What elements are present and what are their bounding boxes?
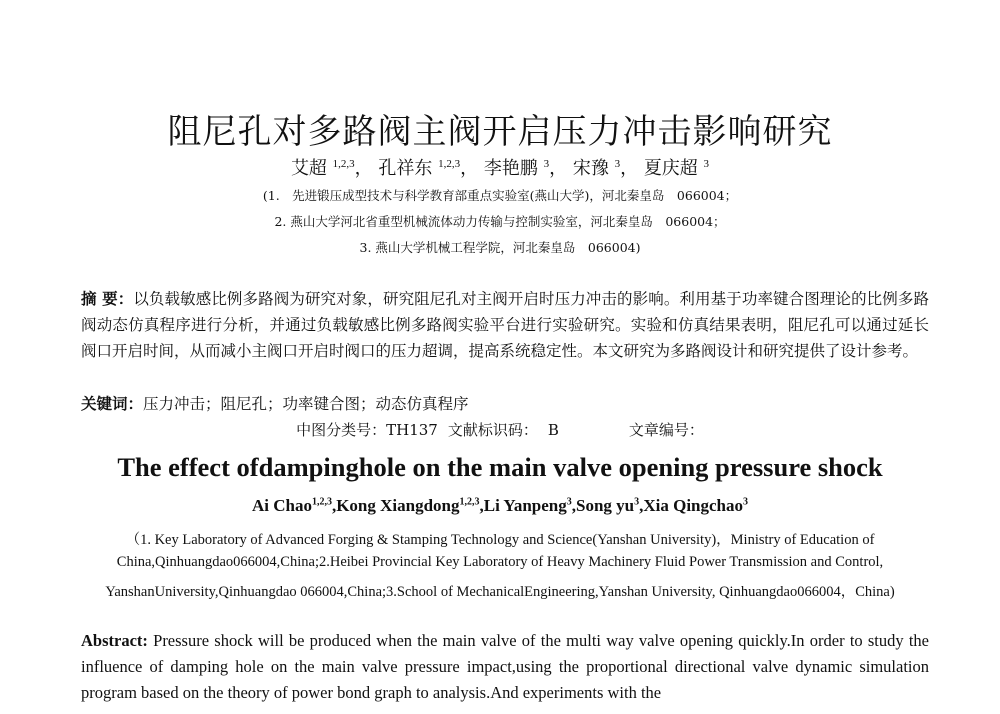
author-name: Song yu — [575, 496, 635, 515]
author-separator: , — [331, 496, 337, 515]
chinese-keywords-label: 关键词： — [81, 395, 144, 413]
document-code-value: B — [547, 421, 559, 439]
author-name: 李艳鹏 — [483, 158, 538, 179]
chinese-keywords — [81, 392, 469, 414]
chinese-keywords-text: 压力冲击；阻尼孔；功率键合图；动态仿真程序 — [143, 395, 469, 413]
author-separator: ， — [460, 158, 479, 179]
english-affiliation-line: YanshanUniversity,Qinhuangdao 066004,China;3.School of MechanicalEngineering,Yanshan University, Qinhuangdao066004，China) — [105, 584, 895, 600]
author-separator: ， — [549, 158, 568, 179]
chinese-abstract-label: 摘 要： — [81, 290, 134, 308]
author-name: Li Yanpeng — [483, 496, 567, 515]
author-affiliation-mark: 3 — [743, 496, 749, 508]
author-name: 艾超 — [290, 158, 327, 179]
author-name: 孔祥东 — [378, 158, 433, 179]
author-affiliation-mark: 3 — [634, 496, 640, 508]
chinese-abstract-text: 以负载敏感比例多路阀为研究对象，研究阻尼孔对主阀开启时压力冲击的影响。利用基于功率键合图理论的比例多路阀动态仿真程序进行分析，并通过负载敏感比例多路阀实验平台进行实验研究。实验和仿真结果表明，阻尼孔可以通过延长阀口开启时间，从而减小主阀口开启时阀口的压力超调，提高系统稳定性。本文研究为多路阀设计和研究提供了设计参考。 — [81, 290, 929, 360]
author-affiliation-mark: 3 — [543, 158, 550, 170]
english-abstract-label: Abstract: — [81, 631, 148, 650]
author-name: Xia Qingchao — [643, 496, 744, 515]
author-affiliation-mark: 3 — [614, 158, 621, 170]
author-affiliation-mark: 3 — [566, 496, 572, 508]
chinese-affiliation-line: 3. 燕山大学机械工程学院，河北秦皇岛 066004) — [359, 240, 641, 255]
author-name: 宋豫 — [572, 158, 609, 179]
chinese-affiliation-line: 2. 燕山大学河北省重型机械流体动力传输与控制实验室，河北秦皇岛 066004； — [274, 214, 726, 229]
clc-label: 中图分类号： — [296, 421, 387, 439]
author-affiliation-mark: 1,2,3 — [459, 496, 480, 508]
chinese-authors — [0, 154, 1000, 180]
chinese-abstract — [81, 286, 929, 364]
clc-value: TH137 — [386, 421, 438, 439]
english-abstract — [81, 628, 929, 706]
english-abstract-text: Pressure shock will be produced when the main valve of the multi way valve opening quickly.In order to study the influence of damping hole on the main valve pressure impact,using the proportional directional valve dynamic simulation program based on the theory of power bond graph to analysis.And experiments with the — [81, 631, 930, 702]
english-affiliation-line: （1. Key Laboratory of Advanced Forging & Stamping Technology and Science(Yanshan University)，Ministry of Education of — [125, 532, 875, 548]
author-separator: ， — [620, 158, 639, 179]
english-authors — [0, 496, 1000, 516]
article-number-label: 文章编号： — [628, 421, 704, 439]
author-separator: , — [479, 496, 484, 515]
document-code-label: 文献标识码： — [447, 421, 538, 439]
author-name: 夏庆超 — [643, 158, 698, 179]
author-separator: , — [639, 496, 644, 515]
classification-line — [0, 419, 1000, 440]
author-affiliation-mark: 1,2,3 — [438, 158, 461, 170]
chinese-affiliation-line: (1. 先进锻压成型技术与科学教育部重点实验室(燕山大学)，河北秦皇岛 066004； — [262, 188, 738, 203]
author-name: Kong Xiangdong — [336, 496, 460, 515]
author-affiliation-mark: 1,2,3 — [311, 496, 332, 508]
author-separator: , — [571, 496, 576, 515]
author-affiliation-mark: 1,2,3 — [332, 158, 355, 170]
author-affiliation-mark: 3 — [703, 158, 710, 170]
chinese-title: 阻尼孔对多路阀主阀开启压力冲击影响研究 — [167, 112, 833, 152]
author-separator: ， — [354, 158, 373, 179]
english-affiliation-line: China,Qinhuangdao066004,China;2.Heibei Provincial Key Laboratory of Heavy Machinery Fluid Power Transmission and Control, — [116, 554, 884, 570]
english-title: The effect ofdampinghole on the main valve opening pressure shock — [117, 452, 883, 482]
author-name: Ai Chao — [251, 496, 312, 515]
